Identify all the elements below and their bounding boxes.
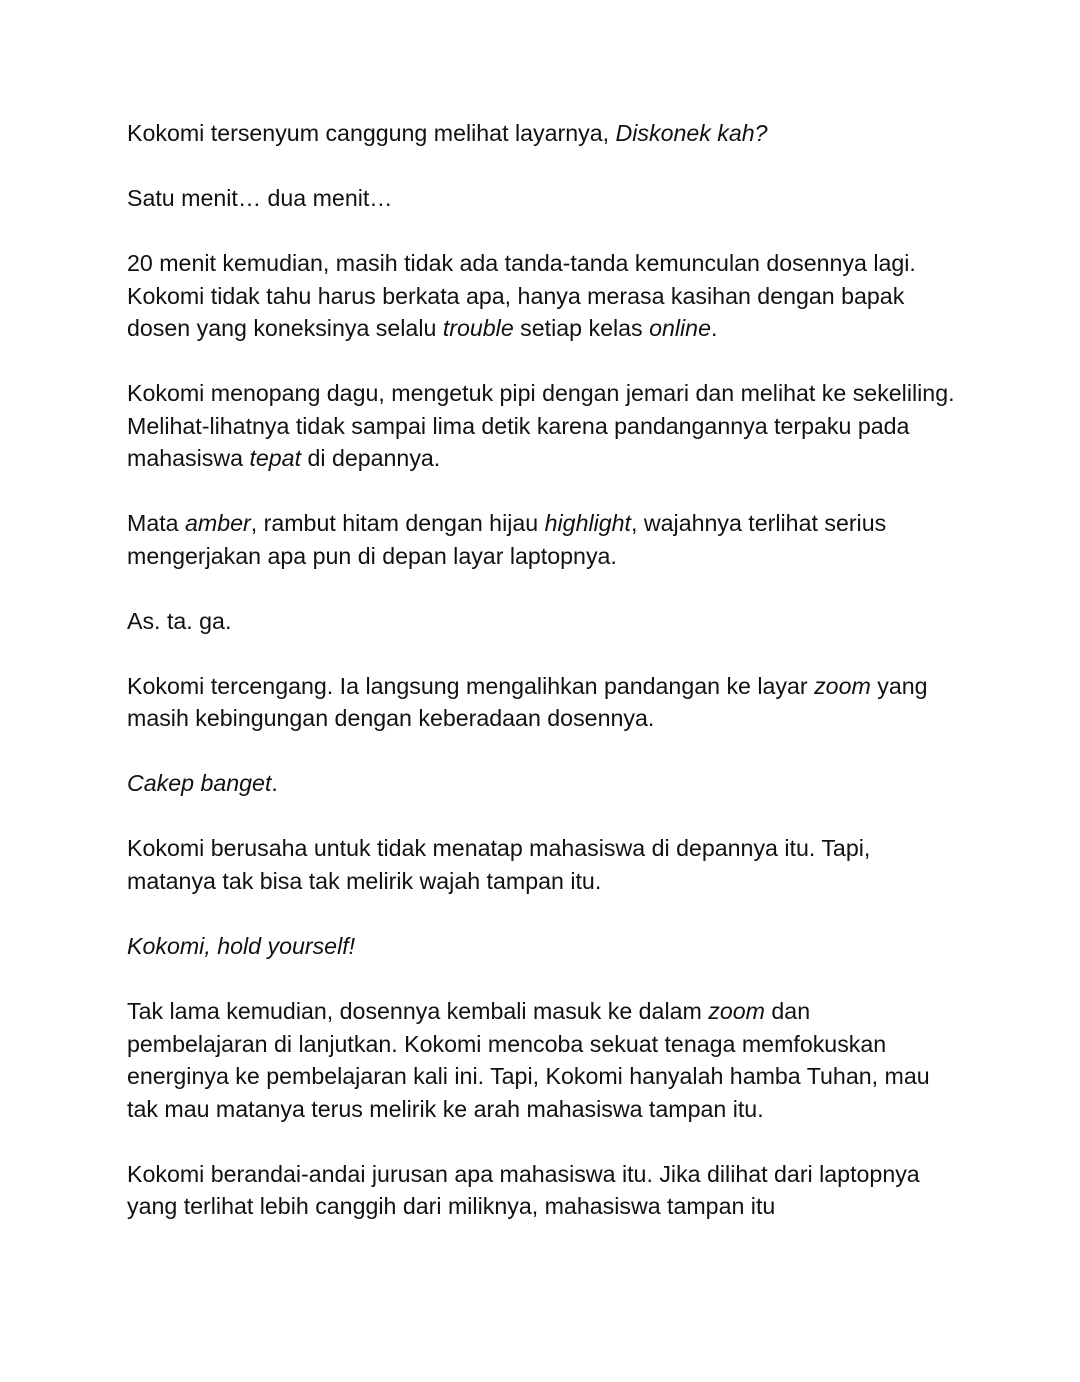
text-run: yang masih kebingungan dengan keberadaan dosennya.: [127, 672, 928, 732]
document-body: [127, 117, 957, 1223]
paragraph: [127, 1158, 957, 1223]
text-run: , wajahnya terlihat serius mengerjakan apa pun di depan layar laptopnya.: [127, 510, 887, 569]
text-run: Mata: [127, 510, 185, 537]
paragraph: [127, 832, 957, 897]
italic-text-run: highlight: [544, 510, 632, 537]
paragraph: [127, 930, 957, 963]
paragraph: [127, 670, 957, 735]
text-run: dan pembelajaran di lanjutkan. Kokomi mencoba sekuat tenaga memfokuskan energinya ke pembelajaran kali ini. Tapi, Kokomi hanyalah hamba Tuhan, mau tak mau matanya terus melirik ke arah mahasiswa tampan itu.: [127, 998, 930, 1122]
text-run: Kokomi berusaha untuk tidak menatap mahasiswa di depannya itu. Tapi, matanya tak bisa tak melirik wajah tampan itu.: [127, 835, 871, 895]
italic-text-run: tepat: [249, 445, 302, 472]
italic-text-run: zoom: [814, 672, 871, 699]
text-run: .: [271, 770, 278, 797]
italic-text-run: amber: [185, 510, 251, 537]
text-run: , rambut hitam dengan hijau: [250, 510, 545, 537]
italic-text-run: Kokomi, hold yourself!: [127, 933, 356, 960]
paragraph: [127, 995, 957, 1125]
paragraph: [127, 507, 957, 572]
text-run: Tak lama kemudian, dosennya kembali masuk ke dalam: [127, 998, 709, 1024]
italic-text-run: trouble: [442, 315, 514, 342]
paragraph: [127, 182, 957, 215]
italic-text-run: Diskonek kah?: [615, 120, 768, 146]
paragraph: [127, 377, 957, 475]
italic-text-run: zoom: [708, 998, 765, 1024]
paragraph: [127, 605, 957, 638]
text-run: Kokomi tercengang. Ia langsung mengalihkan pandangan ke layar: [127, 672, 815, 699]
text-run: Kokomi tersenyum canggung melihat layarnya,: [127, 120, 616, 146]
text-run: setiap kelas: [513, 315, 650, 342]
text-run: As. ta. ga.: [127, 607, 232, 634]
text-run: Satu menit… dua menit…: [127, 184, 393, 211]
text-run: Kokomi berandai-andai jurusan apa mahasiswa itu. Jika dilihat dari laptopnya yang terlihat lebih canggih dari miliknya, mahasiswa tampan itu: [127, 1160, 920, 1220]
text-run: 20 menit kemudian, masih tidak ada tanda-tanda kemunculan dosennya lagi. Kokomi tidak tahu harus berkata apa, hanya merasa kasihan dengan bapak dosen yang koneksinya selalu: [127, 249, 916, 342]
paragraph: [127, 247, 957, 345]
paragraph: [127, 767, 957, 800]
text-run: Kokomi menopang dagu, mengetuk pipi dengan jemari dan melihat ke sekeliling. Melihat-lihatnya tidak sampai lima detik karena pandangannya terpaku pada mahasiswa: [127, 380, 955, 472]
text-run: di depannya.: [301, 445, 441, 472]
italic-text-run: online: [649, 315, 711, 342]
italic-text-run: Cakep banget: [127, 770, 272, 797]
text-run: .: [710, 315, 718, 342]
paragraph: [127, 117, 957, 150]
